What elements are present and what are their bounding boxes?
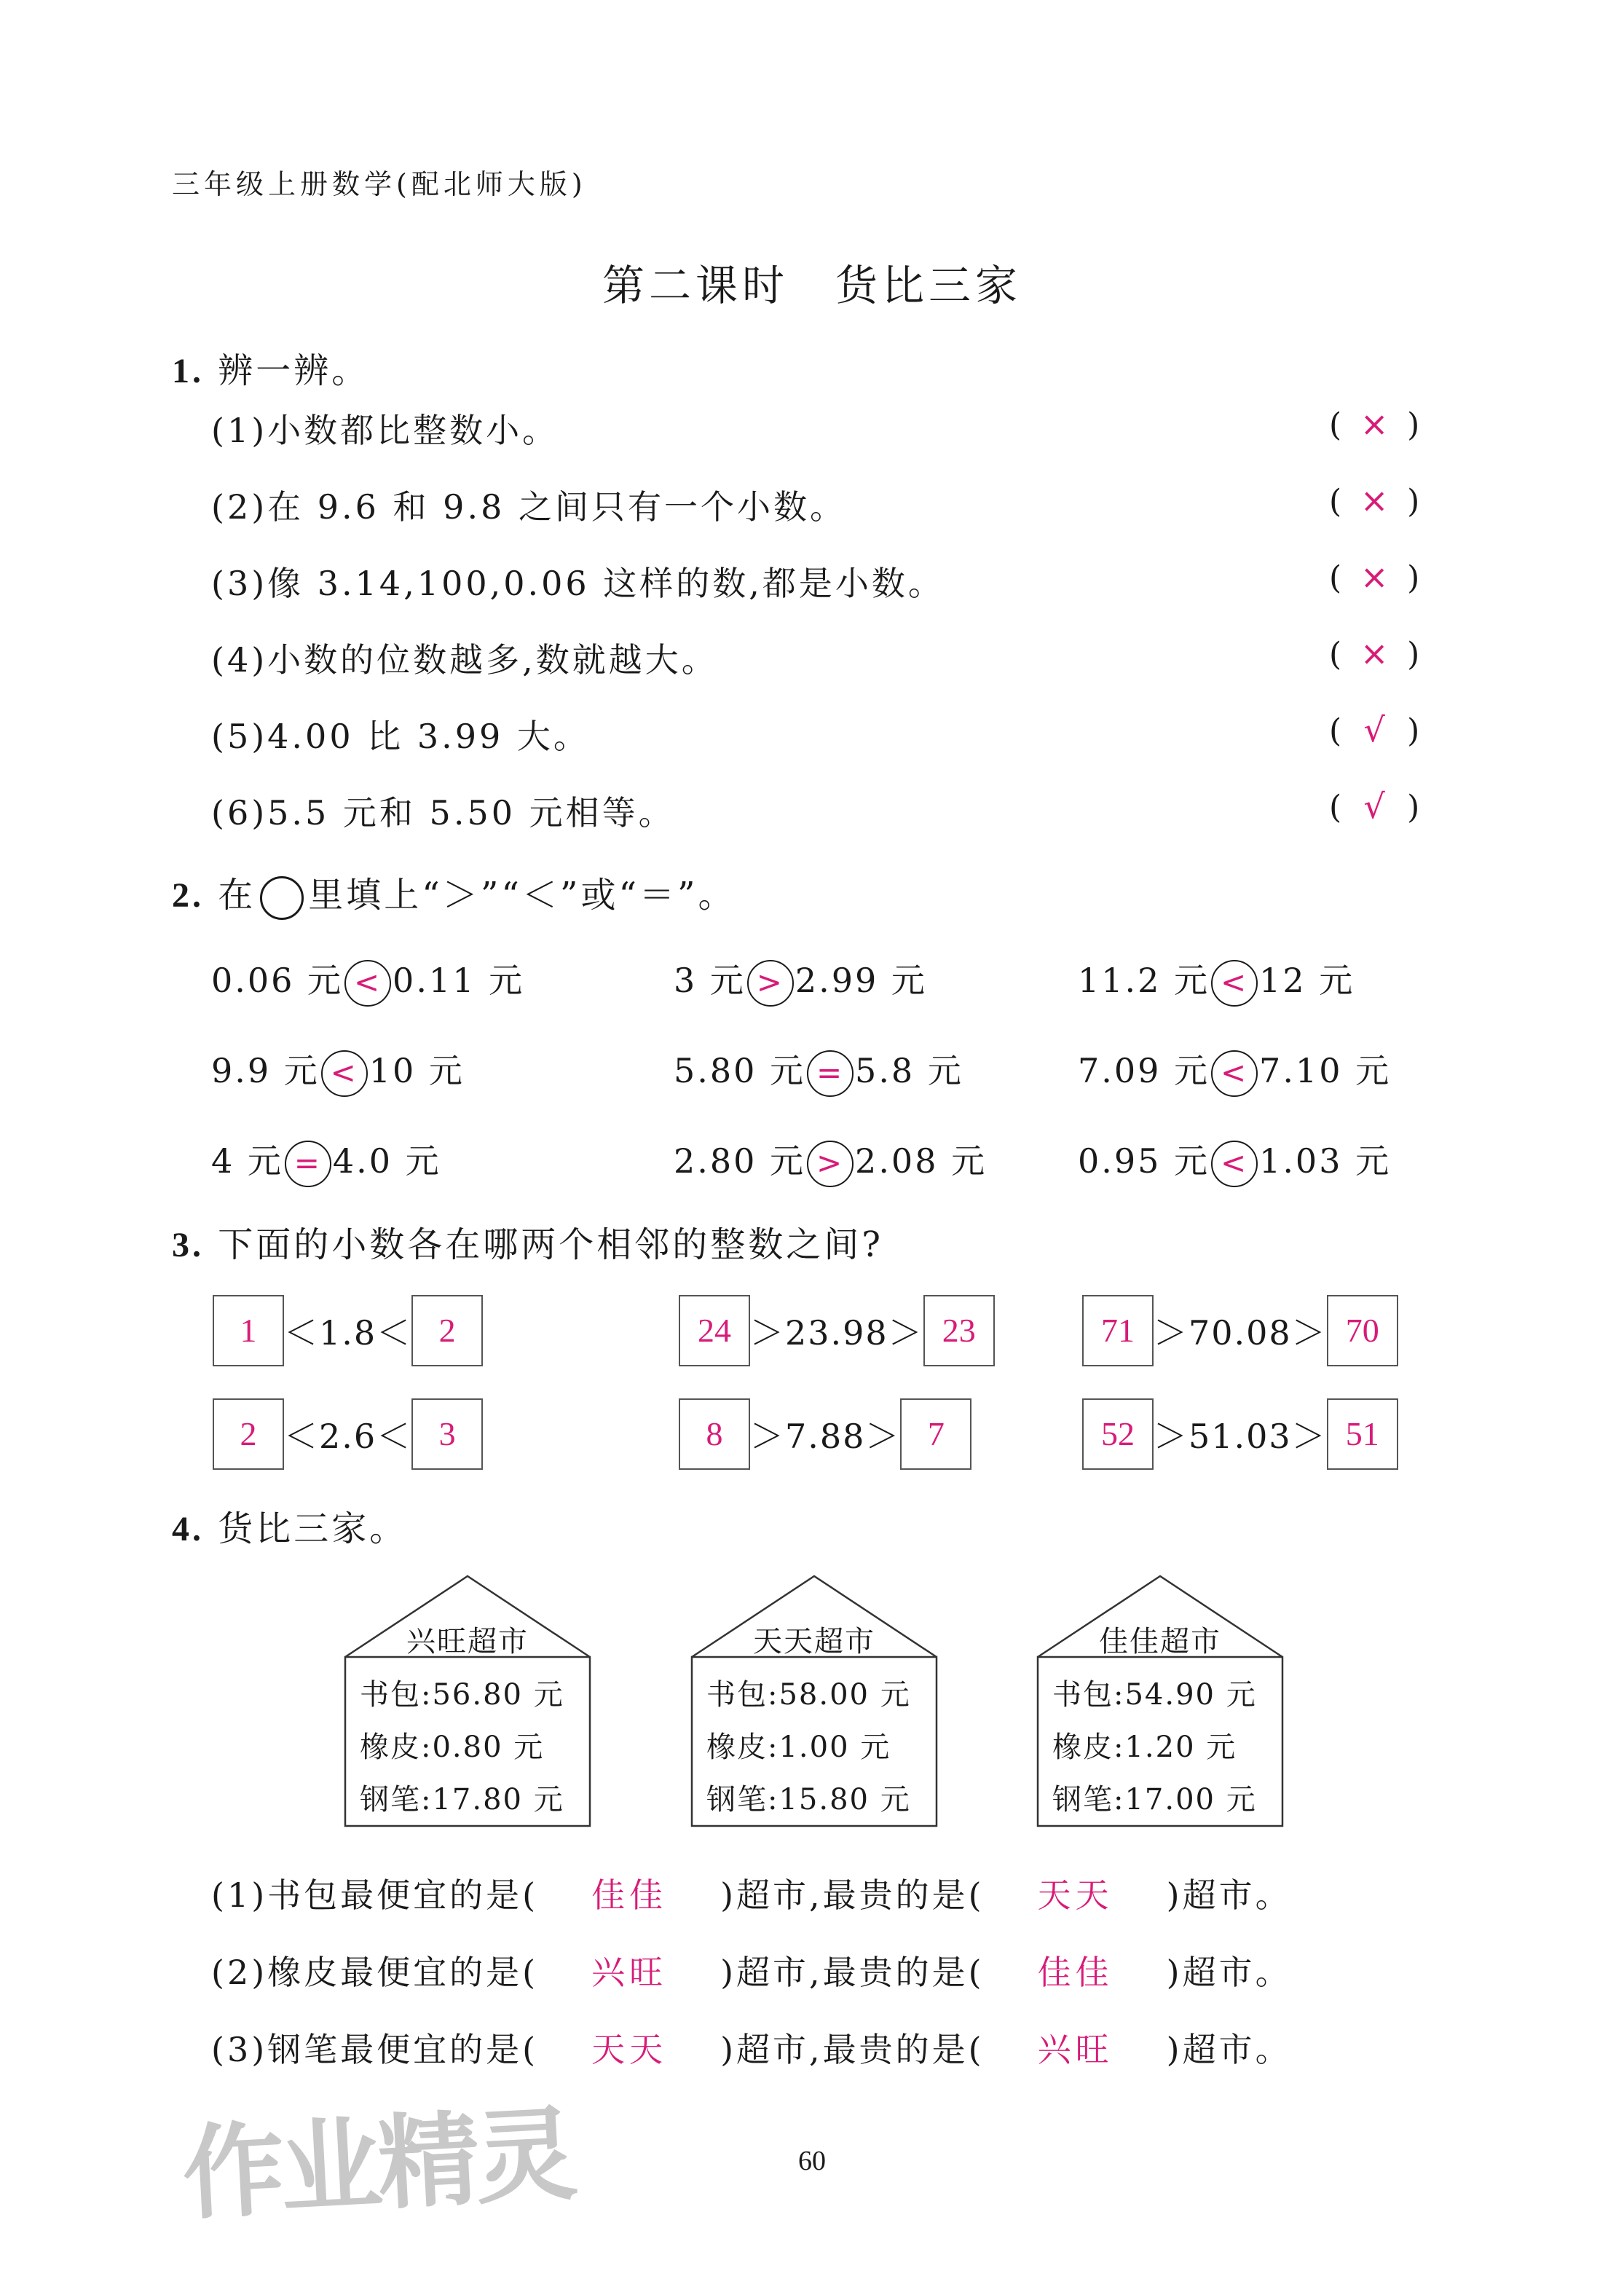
q1-item-text: (1)小数都比整数小。: [211, 411, 559, 450]
range-upper-box: 3: [411, 1398, 483, 1470]
range-lower-box: 1: [213, 1295, 284, 1366]
watermark: 作业精灵: [179, 2095, 576, 2235]
comparison-symbol: =: [807, 1050, 854, 1097]
empty-circle-icon: [260, 876, 304, 920]
q1-answer-paren: [1329, 710, 1419, 749]
q4-question-post: )超市。: [1166, 1875, 1292, 1915]
store-price-line: 橡皮:1.20 元: [1052, 1731, 1237, 1764]
q4-question-mid: )超市,最贵的是(: [720, 2030, 985, 2069]
q4-answer-line: [211, 2023, 1292, 2071]
store-price-line: 钢笔:17.00 元: [1052, 1783, 1257, 1816]
q2-heading: 2. 在 里填上“＞”“＜”或“＝”。: [172, 867, 736, 920]
q1-mark: ×: [1360, 557, 1389, 597]
range-inequality: ＜1.8＜: [284, 1313, 412, 1353]
q1-answer-paren: [1329, 557, 1419, 597]
comparison-item: [1078, 1044, 1391, 1097]
book-header: 三年级上册数学(配北师大版): [172, 168, 587, 200]
comparison-item: [674, 1044, 963, 1097]
comparison-symbol: >: [807, 1141, 854, 1187]
range-lower-box: 24: [679, 1295, 750, 1366]
range-lower-box: 52: [1082, 1398, 1154, 1470]
paren-close: ): [1407, 636, 1420, 673]
paren-open: (: [1329, 636, 1342, 673]
range-lower-box: 2: [213, 1398, 284, 1470]
range-lower-box: 8: [679, 1398, 750, 1470]
comparison-item: [1078, 1135, 1391, 1187]
q4-cheapest-answer: 天天: [591, 2030, 668, 2069]
q1-item-text: (3)像 3.14,100,0.06 这样的数,都是小数。: [211, 564, 945, 603]
store-price-line: 书包:58.00 元: [706, 1678, 911, 1712]
paren-close: ): [1407, 406, 1420, 444]
comparison-right: 2.99 元: [795, 961, 927, 1000]
store-name: 兴旺超市: [406, 1625, 529, 1658]
range-inequality: ＞7.88＞: [750, 1417, 901, 1456]
q3-heading: 3. 下面的小数各在哪两个相邻的整数之间?: [172, 1224, 884, 1265]
comparison-item: [211, 1044, 465, 1097]
paren-close: ): [1407, 559, 1420, 597]
paren-close: ): [1407, 712, 1420, 749]
store-house: [344, 1573, 591, 1828]
range-item: [1082, 1398, 1398, 1470]
comparison-right: 0.11 元: [393, 961, 525, 1000]
q1-mark: ×: [1360, 634, 1389, 673]
q4-question-pre: (1)书包最便宜的是(: [211, 1875, 539, 1915]
q4-answer-line: [211, 1946, 1292, 1994]
comparison-item: [211, 1135, 441, 1187]
comparison-symbol: =: [285, 1141, 331, 1187]
comparison-left: 7.09 元: [1078, 1051, 1210, 1090]
page-number: 60: [798, 2146, 826, 2176]
comparison-right: 4.0 元: [332, 1141, 441, 1181]
store-price-line: 钢笔:17.80 元: [360, 1783, 564, 1816]
comparison-right: 7.10 元: [1259, 1051, 1392, 1090]
q4-question-post: )超市。: [1166, 1953, 1292, 1992]
comparison-symbol: <: [1211, 1141, 1258, 1187]
q1-item-text: (2)在 9.6 和 9.8 之间只有一个小数。: [211, 487, 846, 527]
q4-question-mid: )超市,最贵的是(: [720, 1953, 985, 1992]
store-price-line: 橡皮:1.00 元: [706, 1731, 891, 1764]
comparison-left: 0.95 元: [1078, 1141, 1210, 1181]
paren-open: (: [1329, 712, 1342, 749]
range-item: [679, 1398, 971, 1470]
comparison-symbol: <: [1211, 1050, 1258, 1097]
paren-open: (: [1329, 483, 1342, 520]
comparison-symbol: <: [321, 1050, 368, 1097]
range-inequality: ＞51.03＞: [1154, 1417, 1327, 1456]
comparison-symbol: <: [1211, 960, 1258, 1007]
comparison-symbol: >: [747, 960, 794, 1007]
q1-answer-paren: [1329, 787, 1419, 826]
range-upper-box: 23: [923, 1295, 995, 1366]
store-house: [690, 1573, 938, 1828]
paren-close: ): [1407, 789, 1420, 826]
q4-cheapest-answer: 兴旺: [591, 1953, 668, 1992]
comparison-left: 4 元: [211, 1141, 283, 1181]
store-price-line: 钢笔:15.80 元: [706, 1783, 911, 1816]
q4-question-mid: )超市,最贵的是(: [720, 1875, 985, 1915]
q1-item-text: (6)5.5 元和 5.50 元相等。: [211, 793, 675, 832]
q1-mark: √: [1363, 787, 1385, 826]
q4-heading: 4. 货比三家。: [172, 1508, 408, 1549]
comparison-symbol: <: [344, 960, 391, 1007]
store-price-line: 书包:54.90 元: [1052, 1678, 1257, 1712]
comparison-left: 5.80 元: [674, 1051, 806, 1090]
q1-item-text: (5)4.00 比 3.99 大。: [211, 717, 590, 756]
store-name: 佳佳超市: [1099, 1625, 1221, 1658]
q4-most-expensive-answer: 佳佳: [1037, 1953, 1113, 1992]
range-item: [213, 1398, 483, 1470]
lesson-title: 第二课时 货比三家: [602, 261, 1022, 310]
comparison-right: 10 元: [368, 1051, 465, 1090]
q4-answer-line: [211, 1869, 1292, 1917]
q4-question-post: )超市。: [1166, 2030, 1292, 2069]
comparison-item: [674, 954, 927, 1007]
range-inequality: ＞23.98＞: [750, 1313, 923, 1353]
range-lower-box: 71: [1082, 1295, 1154, 1366]
paren-open: (: [1329, 406, 1342, 444]
q1-answer-paren: [1329, 481, 1419, 520]
comparison-left: 9.9 元: [211, 1051, 320, 1090]
range-inequality: ＞70.08＞: [1154, 1313, 1327, 1353]
comparison-left: 0.06 元: [211, 961, 344, 1000]
comparison-left: 11.2 元: [1078, 961, 1210, 1000]
q1-mark: √: [1363, 710, 1385, 749]
q4-most-expensive-answer: 天天: [1037, 1875, 1113, 1915]
store-name: 天天超市: [753, 1625, 875, 1658]
range-upper-box: 51: [1327, 1398, 1398, 1470]
comparison-item: [674, 1135, 987, 1187]
paren-open: (: [1329, 559, 1342, 597]
q1-mark: ×: [1360, 404, 1389, 444]
paren-open: (: [1329, 789, 1342, 826]
comparison-right: 5.8 元: [855, 1051, 963, 1090]
range-upper-box: 7: [900, 1398, 971, 1470]
comparison-right: 1.03 元: [1259, 1141, 1392, 1181]
q1-heading: 1. 辨一辨。: [172, 350, 370, 391]
q4-question-pre: (3)钢笔最便宜的是(: [211, 2030, 539, 2069]
comparison-left: 2.80 元: [674, 1141, 806, 1181]
store-price-line: 橡皮:0.80 元: [360, 1731, 545, 1764]
q4-question-pre: (2)橡皮最便宜的是(: [211, 1953, 539, 1992]
comparison-right: 12 元: [1259, 961, 1355, 1000]
comparison-item: [1078, 954, 1355, 1007]
q4-most-expensive-answer: 兴旺: [1037, 2030, 1113, 2069]
store-house: [1036, 1573, 1284, 1828]
range-inequality: ＜2.6＜: [284, 1417, 412, 1456]
range-item: [213, 1295, 483, 1366]
range-upper-box: 70: [1327, 1295, 1398, 1366]
q1-answer-paren: [1329, 634, 1419, 673]
store-price-line: 书包:56.80 元: [360, 1678, 564, 1712]
comparison-left: 3 元: [674, 961, 746, 1000]
comparison-right: 2.08 元: [855, 1141, 988, 1181]
comparison-item: [211, 954, 524, 1007]
paren-close: ): [1407, 483, 1420, 520]
range-item: [679, 1295, 995, 1366]
range-item: [1082, 1295, 1398, 1366]
q1-item-text: (4)小数的位数越多,数就越大。: [211, 640, 718, 680]
q1-mark: ×: [1360, 481, 1389, 520]
q4-cheapest-answer: 佳佳: [591, 1875, 668, 1915]
range-upper-box: 2: [411, 1295, 483, 1366]
q1-answer-paren: [1329, 404, 1419, 444]
